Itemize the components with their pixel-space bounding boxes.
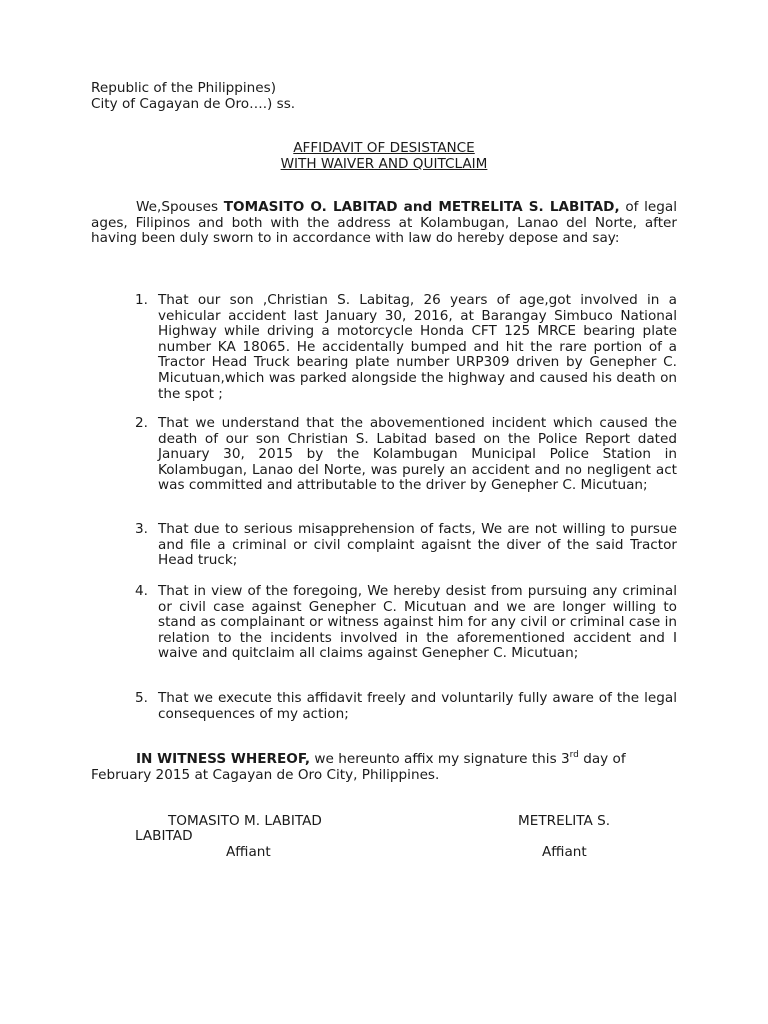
- numbered-item: [135, 293, 677, 402]
- right-signatory-name: METRELITA S.: [518, 813, 611, 829]
- venue-republic: Republic of the Philippines): [91, 80, 277, 96]
- item-number: 1.: [135, 292, 148, 308]
- numbered-item: [135, 522, 677, 569]
- affiant-names: TOMASITO O. LABITAD and METRELITA S. LABITAD,: [223, 199, 620, 215]
- item-text: That in view of the foregoing, We hereby desist from pursuing any criminal or civil case against Genepher C. Micutuan and we are longer willing to stand as complainant or witness against him for any civil or criminal case in relation to the incidents involved in the aforementioned accident and I waive and quitclaim all claims against Genepher C. Micutuan;: [158, 583, 677, 662]
- witness-middle: we hereunto affix my signature this 3: [310, 751, 570, 767]
- witness-paragraph: [91, 751, 677, 783]
- venue-city: City of Cagayan de Oro….) ss.: [91, 96, 296, 112]
- witness-tail: day of February 2015 at Cagayan de Oro City, Philippines.: [91, 751, 626, 783]
- witness-lead: IN WITNESS WHEREOF,: [136, 751, 311, 767]
- item-text: That we understand that the abovementioned incident which caused the death of our son Christian S. Labitad based on the Police Report dated January 30, 2015 by the Kolambugan Municipal Police Station in Kolambugan, Lanao del Norte, was purely an accident and no negligent act was committed and attributable to the driver by Genepher C. Micutuan;: [158, 415, 677, 494]
- document-title-line1: AFFIDAVIT OF DESISTANCE: [293, 140, 475, 156]
- item-number: 5.: [135, 690, 148, 706]
- left-affiant-label: Affiant: [226, 844, 271, 860]
- numbered-item: [135, 584, 677, 662]
- item-text: That our son ,Christian S. Labitag, 26 years of age,got involved in a vehicular accident last January 30, 2016, at Barangay Simbuco National Highway while driving a motorcycle Honda CFT 125 MRCE bearing plate number KA 18065. He accidentally bumped and hit the rare portion of a Tractor Head Truck bearing plate number URP309 driven by Genepher C. Micutuan,which was parked alongside the highway and caused his death on the spot ;: [158, 292, 677, 402]
- item-number: 4.: [135, 583, 148, 599]
- left-signatory-name-wrap: LABITAD: [135, 828, 193, 844]
- left-signatory-name: TOMASITO M. LABITAD: [168, 813, 322, 829]
- right-affiant-label: Affiant: [542, 844, 587, 860]
- intro-lead: We,Spouses: [136, 199, 224, 215]
- item-number: 2.: [135, 415, 148, 431]
- numbered-item: [135, 691, 677, 722]
- intro-rest: of legal ages, Filipinos and both with the address at Kolambugan, Lanao del Norte, after having been duly sworn to in accordance with law do hereby depose and say:: [91, 199, 677, 247]
- item-text: That due to serious misapprehension of facts, We are not willing to pursue and file a criminal or civil complaint agaisnt the diver of the said Tractor Head truck;: [158, 521, 677, 569]
- ordinal-suffix: rd: [569, 750, 579, 760]
- document-title-line2: WITH WAIVER AND QUITCLAIM: [280, 156, 488, 172]
- item-text: That we execute this affidavit freely and voluntarily fully aware of the legal consequences of my action;: [158, 690, 677, 722]
- numbered-item: [135, 416, 677, 494]
- intro-paragraph: [91, 200, 677, 247]
- item-number: 3.: [135, 521, 148, 537]
